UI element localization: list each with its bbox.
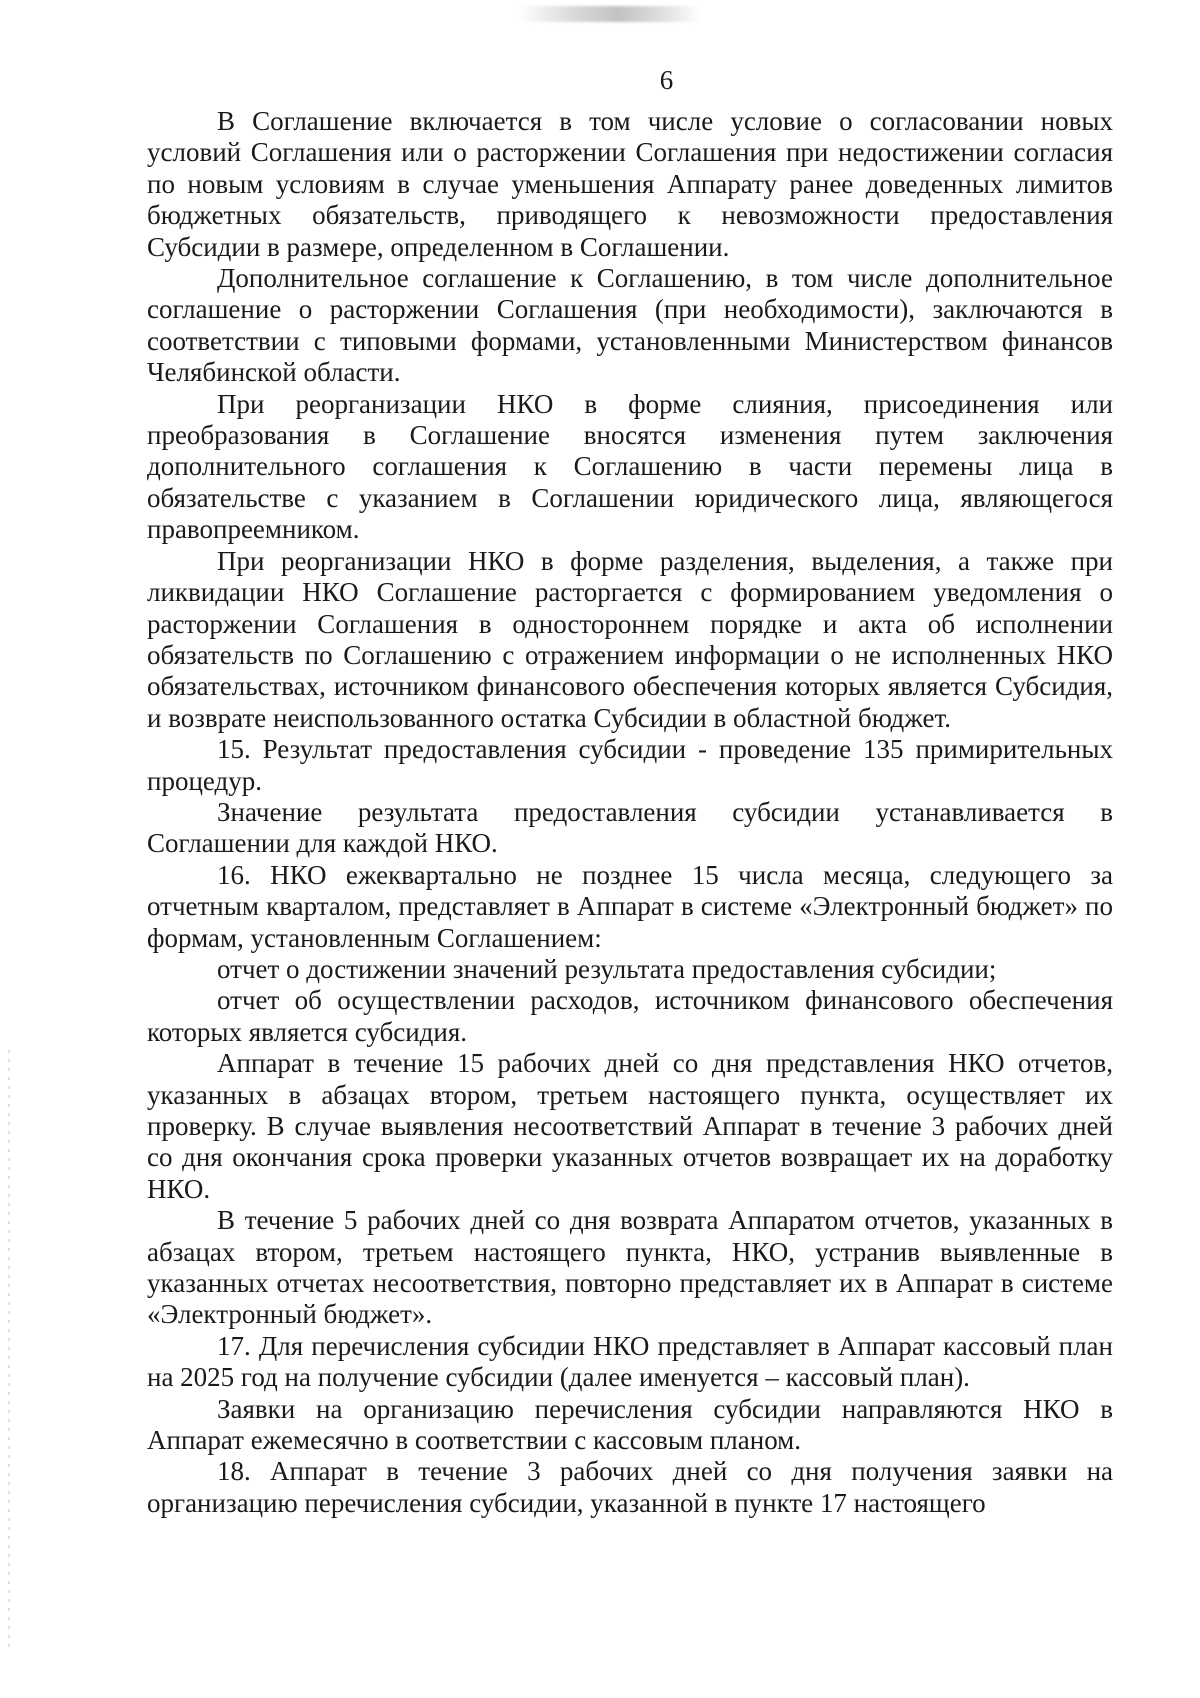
paragraph-reorganization-merger: При реорганизации НКО в форме слияния, присоединения или преобразования в Соглашение вносятся изменения путем заключения дополнительного соглашения к Соглашению в части перемены лица в обязательстве с указанием в Соглашении юридического лица, являющегося правопреемником. <box>147 388 1113 545</box>
scan-artifact <box>518 6 700 22</box>
paragraph-report-results: отчет о достижении значений результата предоставления субсидии; <box>217 953 997 984</box>
paragraph-requests: Заявки на организацию перечисления субсидии направляются НКО в Аппарат ежемесячно в соответствии с кассовым планом. <box>147 1393 1113 1456</box>
paragraph-agreement-conditions: В Соглашение включается в том числе условие о согласовании новых условий Соглашения или о расторжении Соглашения при недостижении согласия по новым условиям в случае уменьшения Аппарату ранее доведенных лимитов бюджетных обязательств, приводящего к невозможности предоставления Субсидии в размере, определенном в Соглашении. <box>147 106 1113 262</box>
paragraph-reorganization-division: При реорганизации НКО в форме разделения, выделения, а также при ликвидации НКО Соглашение расторгается с формированием уведомления о расторжении Соглашения в одностороннем порядке и акта об исполнении обязательств по Соглашению с отражением информации о не исполненных НКО обязательствах, источником финансового обеспечения которых является Субсидия, и возврате неиспользованного остатка Субсидии в областной бюджет. <box>147 545 1113 733</box>
paragraph-item-15: 15. Результат предоставления субсидии - проведение 135 примирительных процедур. <box>147 734 1113 796</box>
paragraph-additional-agreement: Дополнительное соглашение к Соглашению, в том числе дополнительное соглашение о расторжении Соглашения (при необходимости), заключаются в соответствии с типовыми формами, установленными Министерством финансов Челябинской области. <box>147 263 1113 388</box>
scan-margin-dots <box>8 1050 10 1650</box>
paragraph-item-16: 16. НКО ежеквартально не позднее 15 числа месяца, следующего за отчетным кварталом, представляет в Аппарат в системе «Электронный бюджет» по формам, установленным Соглашением: <box>147 859 1113 953</box>
paragraph-item-18: 18. Аппарат в течение 3 рабочих дней со дня получения заявки на организацию перечисления субсидии, указанной в пункте 17 настоящего <box>147 1456 1113 1518</box>
paragraph-report-check: Аппарат в течение 15 рабочих дней со дня представления НКО отчетов, указанных в абзацах втором, третьем настоящего пункта, осуществляет их проверку. В случае выявления несоответствий Аппарат в течение 3 рабочих дней со дня окончания срока проверки указанных отчетов возвращает их на доработку НКО. <box>147 1048 1113 1204</box>
paragraph-item-17: 17. Для перечисления субсидии НКО представляет в Аппарат кассовый план на 2025 год на получение субсидии (далее именуется – кассовый план). <box>147 1330 1113 1393</box>
paragraph-report-expenses: отчет об осуществлении расходов, источником финансового обеспечения которых является субсидия. <box>147 985 1113 1047</box>
paragraph-report-return: В течение 5 рабочих дней со дня возврата Аппаратом отчетов, указанных в абзацах втором, третьем настоящего пункта, НКО, устранив выявленные в указанных отчетах несоответствия, повторно представляет их в Аппарат в системе «Электронный бюджет». <box>147 1205 1113 1330</box>
document-body <box>147 106 1113 1519</box>
page-number: 6 <box>659 65 674 95</box>
paragraph-result-value: Значение результата предоставления субсидии устанавливается в Соглашении для каждой НКО. <box>147 796 1113 859</box>
